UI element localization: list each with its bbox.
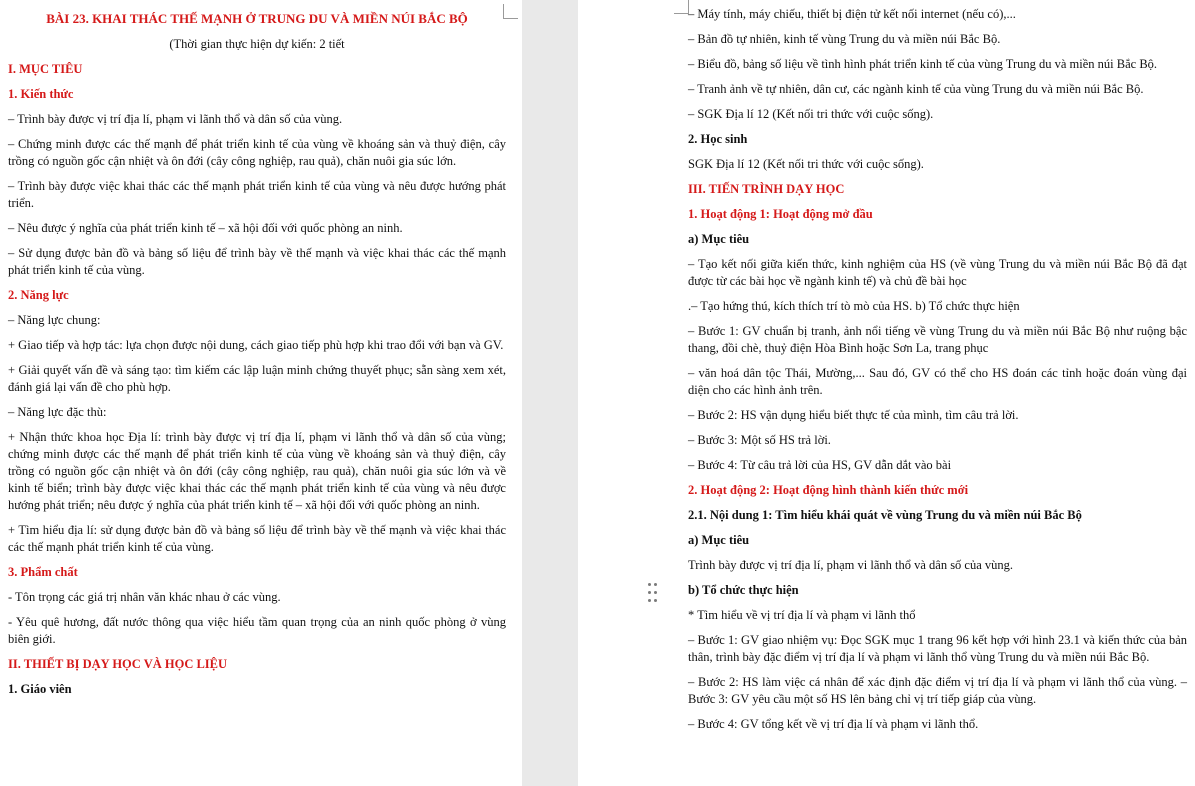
left-heading: 1. Kiến thức xyxy=(8,87,74,101)
document-page-right xyxy=(578,0,1195,786)
right-heading: 1. Hoạt động 1: Hoạt động mở đầu xyxy=(688,207,873,221)
left-paragraph: – Chứng minh được các thế mạnh để phát triển kinh tế của vùng về khoáng sản và thuỷ điện, cây trồng có nguồn gốc cận nhiệt và ôn đới (cây công nghiệp, rau quả), chăn nuôi gia súc lớn. xyxy=(8,137,506,168)
left-paragraph: – Năng lực đặc thù: xyxy=(8,405,107,419)
right-paragraph: * Tìm hiểu về vị trí địa lí và phạm vi lãnh thổ xyxy=(688,608,916,622)
right-paragraph: – Biểu đồ, bảng số liệu về tình hình phát triển kinh tế của vùng Trung du và miền núi Bắc Bộ. xyxy=(688,57,1158,71)
left-paragraph: – Sử dụng được bản đồ và bảng số liệu để trình bày về thế mạnh và việc khai thác các thế mạnh phát triển kinh tế của vùng. xyxy=(8,246,506,277)
left-body xyxy=(8,61,506,698)
right-paragraph: – Bước 1: GV chuẩn bị tranh, ảnh nổi tiếng về vùng Trung du và miền núi Bắc Bộ như ruộng bậc thang, đồi chè, thuỷ điện Hòa Bình hoặc Sơn La, trang phục xyxy=(688,324,1187,355)
left-paragraph: - Yêu quê hương, đất nước thông qua việc hiểu tầm quan trọng của an ninh quốc phòng ở vùng biên giới. xyxy=(8,615,506,646)
left-paragraph: – Nêu được ý nghĩa của phát triển kinh tế – xã hội đối với quốc phòng an ninh. xyxy=(8,221,403,235)
right-paragraph: – Tranh ảnh về tự nhiên, dân cư, các ngành kinh tế của vùng Trung du và miền núi Bắc Bộ. xyxy=(688,82,1144,96)
right-paragraph: Trình bày được vị trí địa lí, phạm vi lãnh thổ và dân số của vùng. xyxy=(688,558,1014,572)
left-paragraph: – Năng lực chung: xyxy=(8,313,101,327)
left-heading: II. THIẾT BỊ DẠY HỌC VÀ HỌC LIỆU xyxy=(8,657,228,671)
margin-corner-mark xyxy=(503,4,518,19)
lesson-subtitle: (Thời gian thực hiện dự kiến: 2 tiết xyxy=(169,37,345,51)
left-paragraph: - Tôn trọng các giá trị nhân văn khác nhau ở các vùng. xyxy=(8,590,281,604)
right-paragraph: SGK Địa lí 12 (Kết nối tri thức với cuộc sống). xyxy=(688,157,924,171)
right-heading: III. TIẾN TRÌNH DẠY HỌC xyxy=(688,182,845,196)
right-subheading: a) Mục tiêu xyxy=(688,232,750,246)
left-heading: 2. Năng lực xyxy=(8,288,69,302)
left-paragraph: + Giải quyết vấn đề và sáng tạo: tìm kiếm các lập luận minh chứng thuyết phục; sẵn sàng xem xét, đánh giá lại vấn đề cho phù hợp. xyxy=(8,363,506,394)
right-subheading: a) Mục tiêu xyxy=(688,533,750,547)
right-paragraph: .– Tạo hứng thú, kích thích trí tò mò của HS. b) Tổ chức thực hiện xyxy=(688,299,1020,313)
left-heading: 3. Phẩm chất xyxy=(8,565,78,579)
right-paragraph: – Bước 1: GV giao nhiệm vụ: Đọc SGK mục 1 trang 96 kết hợp với hình 23.1 và kiến thức của bản thân, trình bày đặc điểm vị trí địa lí và phạm vi lãnh thổ vùng Trung du và miền núi Bắc Bộ. xyxy=(688,633,1187,664)
document-page-left xyxy=(0,0,522,786)
left-heading: I. MỤC TIÊU xyxy=(8,62,83,76)
right-body xyxy=(688,6,1187,733)
right-paragraph: – SGK Địa lí 12 (Kết nối tri thức với cuộc sống). xyxy=(688,107,934,121)
left-paragraph: – Trình bày được việc khai thác các thế mạnh phát triển kinh tế của vùng và nêu được hướng phát triển. xyxy=(8,179,506,210)
left-subheading: 1. Giáo viên xyxy=(8,682,72,696)
right-paragraph: – Bước 2: HS vận dụng hiểu biết thực tế của mình, tìm câu trả lời. xyxy=(688,408,1019,422)
left-paragraph: + Tìm hiểu địa lí: sử dụng được bản đồ và bảng số liệu để trình bày về thế mạnh và việc khai thác các thế mạnh phát triển kinh tế của vùng. xyxy=(8,523,506,554)
left-paragraph: – Trình bày được vị trí địa lí, phạm vi lãnh thổ và dân số của vùng. xyxy=(8,112,343,126)
right-subheading: b) Tổ chức thực hiện xyxy=(688,583,799,597)
drag-handle-icon[interactable] xyxy=(648,583,660,605)
right-paragraph: – Bước 2: HS làm việc cá nhân để xác định đặc điểm vị trí địa lí và phạm vi lãnh thổ của vùng. – Bước 3: GV yêu cầu một số HS lên bảng chỉ vị trí tiếp giáp của vùng. xyxy=(688,675,1187,706)
right-paragraph: – Bản đồ tự nhiên, kinh tế vùng Trung du và miền núi Bắc Bộ. xyxy=(688,32,1001,46)
right-paragraph: – Bước 4: Từ câu trả lời của HS, GV dẫn dắt vào bài xyxy=(688,458,952,472)
right-paragraph: – văn hoá dân tộc Thái, Mường,... Sau đó, GV có thể cho HS đoán các tỉnh hoặc đoán vùng đại diện cho các hình ảnh trên. xyxy=(688,366,1187,397)
right-paragraph: – Bước 4: GV tổng kết về vị trí địa lí và phạm vi lãnh thổ. xyxy=(688,717,979,731)
right-paragraph: – Bước 3: Một số HS trả lời. xyxy=(688,433,831,447)
page-gap xyxy=(522,0,578,786)
right-paragraph: – Máy tính, máy chiếu, thiết bị điện tử kết nối internet (nếu có),... xyxy=(688,7,1016,21)
left-paragraph: + Nhận thức khoa học Địa lí: trình bày được vị trí địa lí, phạm vi lãnh thổ và dân số của vùng; chứng minh được các thế mạnh để phát triển kinh tế của vùng về khoáng sản và thuỷ điện, cây trồng có nguồn gốc cận nhiệt và ôn đới (cây công nghiệp, rau quả), chăn nuôi gia súc lớn và về kinh tế biển; trình bày được việc khai thác các thế mạnh phát triển kinh tế của vùng và nêu được hướng phát triển; nêu được ý nghĩa của phát triển kinh tế – xã hội đối với quốc phòng an ninh. xyxy=(8,430,506,512)
right-subheading: 2. Học sinh xyxy=(688,132,748,146)
right-paragraph: – Tạo kết nối giữa kiến thức, kinh nghiệm của HS (về vùng Trung du và miền núi Bắc Bộ đã đạt được từ các bài học về ngành kinh tế) và chủ đề bài học xyxy=(688,257,1187,288)
lesson-title: BÀI 23. KHAI THÁC THẾ MẠNH Ở TRUNG DU VÀ MIỀN NÚI BẮC BỘ xyxy=(46,11,468,26)
margin-corner-mark xyxy=(674,0,689,14)
right-subheading: 2.1. Nội dung 1: Tìm hiểu khái quát về vùng Trung du và miền núi Bắc Bộ xyxy=(688,508,1082,522)
left-paragraph: + Giao tiếp và hợp tác: lựa chọn được nội dung, cách giao tiếp phù hợp khi trao đổi với bạn và GV. xyxy=(8,338,504,352)
right-heading: 2. Hoạt động 2: Hoạt động hình thành kiến thức mới xyxy=(688,483,969,497)
